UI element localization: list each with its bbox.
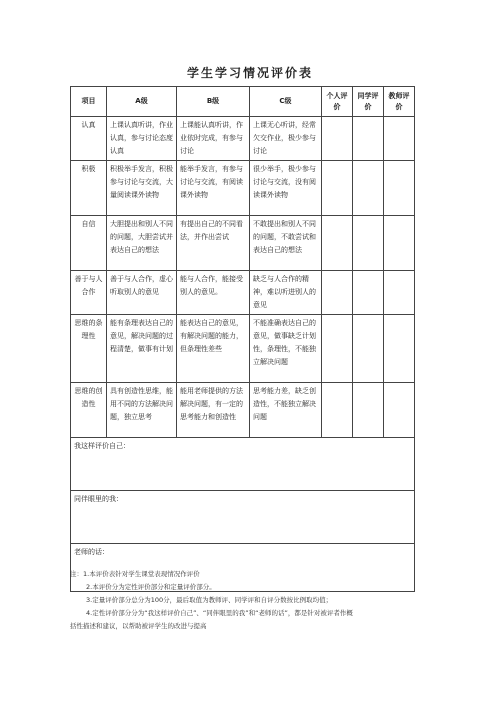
header-grade-c: C级 [250, 87, 322, 117]
row-item-label: 积极 [71, 161, 107, 216]
note-line: 括性描述和建议，以帮助被评学生的改进与提高 [70, 622, 207, 630]
grade-b-description: 有提出自己的不同看法，并作出尝试 [177, 216, 250, 271]
teacher-evaluation-cell[interactable] [384, 117, 415, 161]
peer-comment-label: 同伴眼里的我： [74, 495, 123, 503]
self-comment-label: 我这样评价自己： [74, 442, 130, 450]
note-line: 4.定性评价部分分为“我这样评价自己”、“同伴眼里的我”和“老师的话”，都是针对被评者作概 [86, 609, 353, 617]
teacher-comment-label: 老师的话： [74, 548, 109, 556]
grade-b-description: 能表达自己的意见，有解决问题的能力，但条理性差些 [177, 315, 250, 383]
teacher-evaluation-cell[interactable] [384, 271, 415, 315]
grade-c-description: 思考能力差，缺乏创造性，不能独立解决问题 [250, 383, 322, 438]
grade-a-description: 具有创造性思维，能用不同的方法解决问题，独立思考 [107, 383, 177, 438]
table-row [71, 315, 415, 383]
teacher-evaluation-cell[interactable] [384, 161, 415, 216]
note-line: 注：1.本评价表针对学生课堂表现情况作评价 [70, 570, 200, 578]
grade-c-description: 上课无心听讲，经常欠交作业，极少参与讨论 [250, 117, 322, 161]
note-line: 2.本评价分为定性评价部分和定量评价部分。 [86, 583, 216, 591]
table-row [71, 216, 415, 271]
header-self-evaluation: 个人评价 [322, 87, 353, 117]
table-header-row [71, 87, 415, 117]
peer-evaluation-cell[interactable] [353, 117, 384, 161]
peer-evaluation-cell[interactable] [353, 315, 384, 383]
grade-b-description: 能举手发言，有参与讨论与交流，有阅读课外读物 [177, 161, 250, 216]
grade-a-description: 积极举手发言，积极参与讨论与交流，大量阅读课外读物 [107, 161, 177, 216]
row-item-label: 自信 [71, 216, 107, 271]
grade-b-description: 能用老师提供的方法解决问题，有一定的思考能力和创造性 [177, 383, 250, 438]
notes-section [70, 568, 430, 633]
note-line: 3.定量评价部分总分为100分，最后取值为教师评、同学评和自评分数按比例取均值； [86, 596, 333, 604]
row-item-label: 思维的条理性 [71, 315, 107, 383]
table-row [71, 271, 415, 315]
row-item-label: 认真 [71, 117, 107, 161]
peer-evaluation-cell[interactable] [353, 216, 384, 271]
teacher-evaluation-cell[interactable] [384, 315, 415, 383]
grade-a-description: 大胆提出和别人不同的问题，大胆尝试并表达自己的想法 [107, 216, 177, 271]
table-row [71, 161, 415, 216]
self-evaluation-cell[interactable] [322, 216, 353, 271]
grade-b-description: 上课能认真听讲，作业依时完成，有参与讨论 [177, 117, 250, 161]
self-evaluation-cell[interactable] [322, 315, 353, 383]
grade-a-description: 能有条理表达自己的意见，解决问题的过程清楚，做事有计划 [107, 315, 177, 383]
grade-c-description: 不能准确表达自己的意见，做事缺乏计划性，条理性，不能独立解决问题 [250, 315, 322, 383]
peer-evaluation-cell[interactable] [353, 161, 384, 216]
grade-c-description: 不敢提出和别人不同的问题，不敢尝试和表达自己的想法 [250, 216, 322, 271]
peer-comment-area[interactable] [71, 491, 415, 544]
header-grade-a: A级 [107, 87, 177, 117]
self-evaluation-cell[interactable] [322, 383, 353, 438]
self-evaluation-cell[interactable] [322, 161, 353, 216]
header-teacher-evaluation: 教师评价 [384, 87, 415, 117]
table-row [71, 383, 415, 438]
evaluation-table [70, 86, 415, 592]
self-comment-row [71, 438, 415, 491]
self-evaluation-cell[interactable] [322, 117, 353, 161]
teacher-evaluation-cell[interactable] [384, 383, 415, 438]
grade-a-description: 上课认真听讲，作业认真，参与讨论态度认真 [107, 117, 177, 161]
header-item: 项目 [71, 87, 107, 117]
row-item-label: 善于与人合作 [71, 271, 107, 315]
grade-c-description: 很少举手，极少参与讨论与交流，没有阅读课外读物 [250, 161, 322, 216]
self-comment-area[interactable] [71, 438, 415, 491]
table-row [71, 117, 415, 161]
header-peer-evaluation: 同学评价 [353, 87, 384, 117]
grade-b-description: 能与人合作，能接受别人的意见。 [177, 271, 250, 315]
grade-a-description: 善于与人合作，虚心听取别人的意见 [107, 271, 177, 315]
teacher-evaluation-cell[interactable] [384, 216, 415, 271]
peer-evaluation-cell[interactable] [353, 271, 384, 315]
page-title: 学生学习情况评价表 [186, 66, 313, 80]
self-evaluation-cell[interactable] [322, 271, 353, 315]
grade-c-description: 缺乏与人合作的精神，难以听进别人的意见 [250, 271, 322, 315]
header-grade-b: B级 [177, 87, 250, 117]
peer-evaluation-cell[interactable] [353, 383, 384, 438]
peer-comment-row [71, 491, 415, 544]
row-item-label: 思维的创造性 [71, 383, 107, 438]
